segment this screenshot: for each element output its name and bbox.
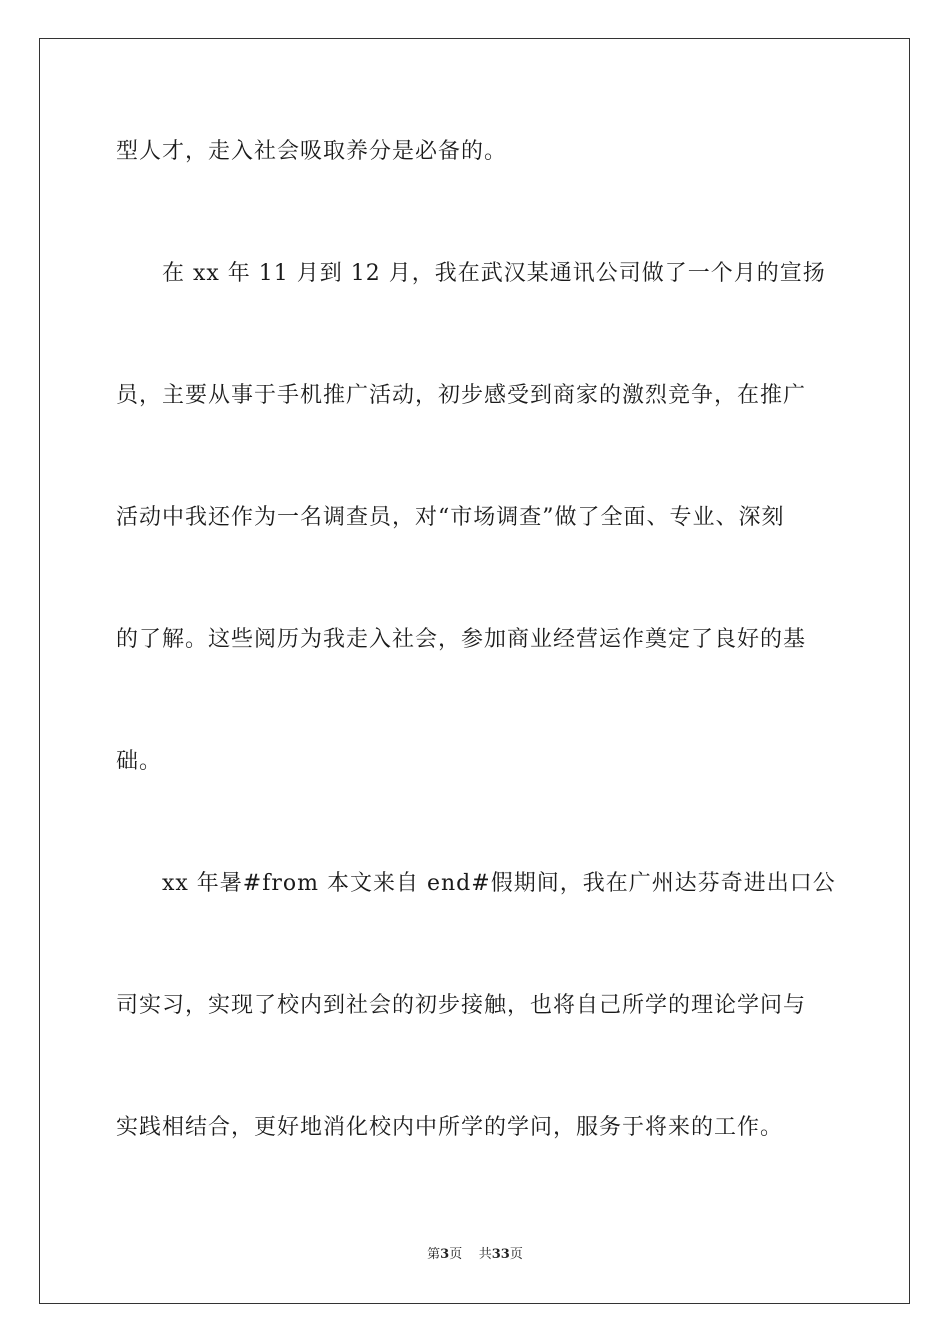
page-prefix: 第 bbox=[427, 1247, 441, 1262]
paragraph-line: 型人才，走入社会吸取养分是必备的。 bbox=[116, 139, 508, 164]
total-pages: 33 bbox=[491, 1247, 510, 1262]
page-suffix: 页 bbox=[449, 1247, 463, 1262]
paragraph-line: 在 xx 年 11 月到 12 月，我在武汉某通讯公司做了一个月的宣扬 bbox=[116, 261, 826, 286]
paragraph-line: xx 年暑#from 本文来自 end#假期间，我在广州达芬奇进出口公 bbox=[116, 871, 836, 896]
page-footer bbox=[0, 1246, 950, 1264]
paragraph-line: 实践相结合，更好地消化校内中所学的学问，服务于将来的工作。 bbox=[116, 1115, 784, 1140]
paragraph-line: 员，主要从事于手机推广活动，初步感受到商家的激烈竞争，在推广 bbox=[116, 383, 807, 408]
total-suffix: 页 bbox=[509, 1247, 523, 1262]
page-number: 3 bbox=[440, 1247, 450, 1262]
paragraph-line: 活动中我还作为一名调查员，对“市场调查”做了全面、专业、深刻 bbox=[116, 505, 785, 530]
paragraph-line: 司实习，实现了校内到社会的初步接触，也将自己所学的理论学问与 bbox=[116, 993, 807, 1018]
paragraph-line: 础。 bbox=[116, 749, 163, 774]
total-prefix: 共 bbox=[478, 1247, 492, 1262]
paragraph-line: 的了解。这些阅历为我走入社会，参加商业经营运作奠定了良好的基 bbox=[116, 627, 807, 652]
